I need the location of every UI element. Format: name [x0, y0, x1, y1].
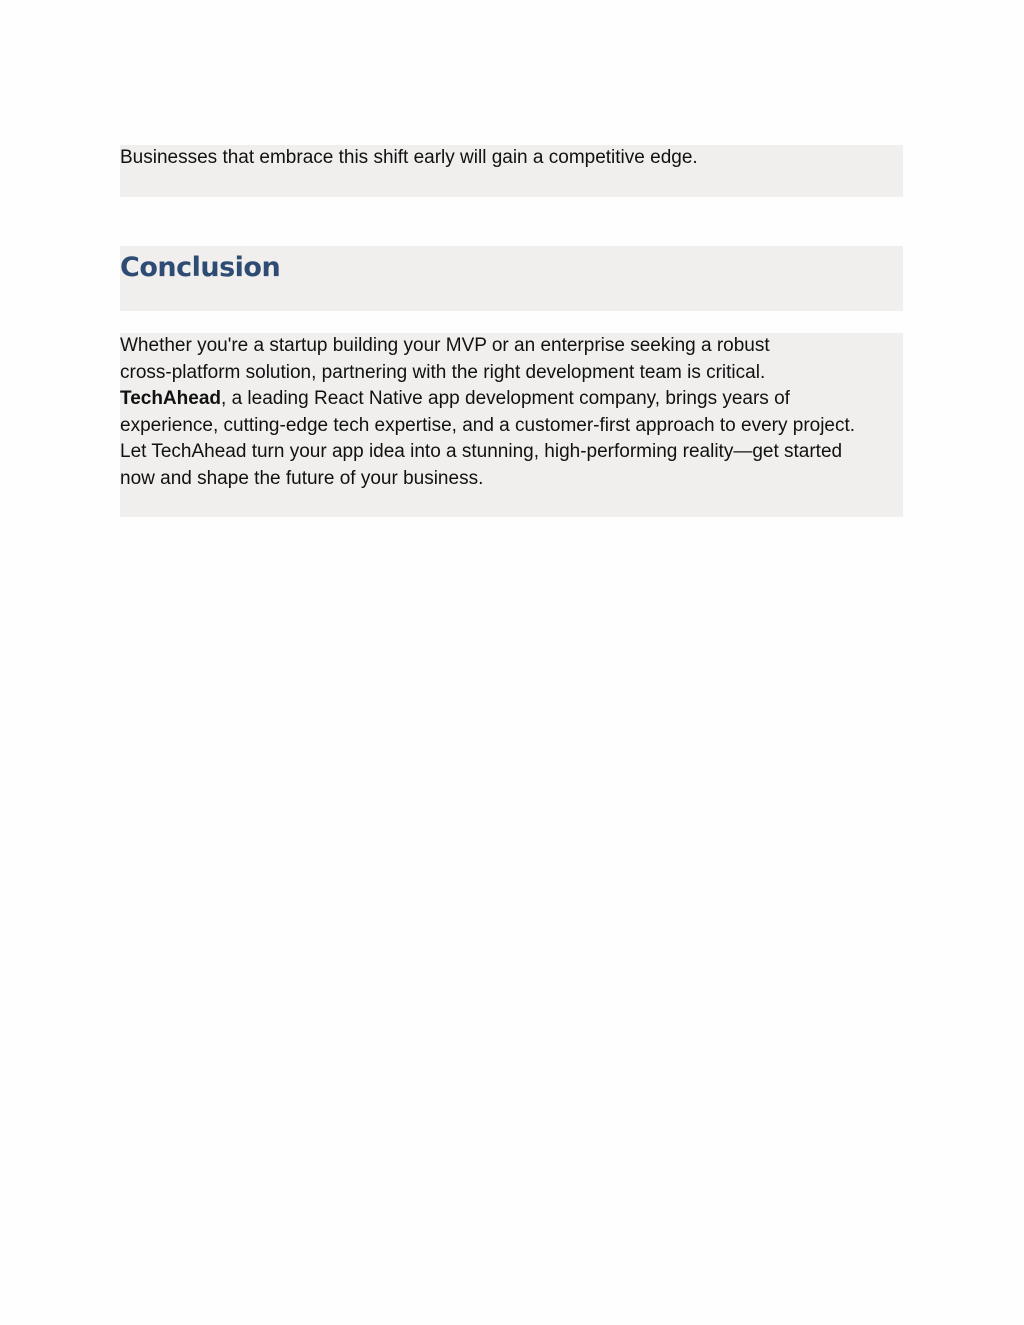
conclusion-line-1: Whether you're a startup building your MVP or an enterprise seeking a robust	[120, 335, 770, 356]
intro-paragraph-block	[120, 145, 903, 197]
brand-name: TechAhead	[120, 388, 222, 410]
conclusion-line-3	[120, 386, 903, 413]
conclusion-line-2: cross-platform solution, partnering with the right development team is critical.	[120, 361, 766, 383]
conclusion-line-5: Let TechAhead turn your app idea into a stunning, high-performing reality—get started	[120, 441, 843, 463]
conclusion-line-4: experience, cutting-edge tech expertise, and a customer-first approach to every project.	[120, 414, 856, 436]
conclusion-line-3-rest: , a leading React Native app development company, brings years of	[221, 388, 790, 410]
conclusion-heading: Conclusion	[120, 252, 281, 283]
conclusion-heading-block	[120, 246, 903, 311]
conclusion-line-6: now and shape the future of your business.	[120, 467, 484, 489]
intro-paragraph: Businesses that embrace this shift early will gain a competitive edge.	[120, 147, 698, 168]
conclusion-paragraph-block	[120, 333, 903, 517]
